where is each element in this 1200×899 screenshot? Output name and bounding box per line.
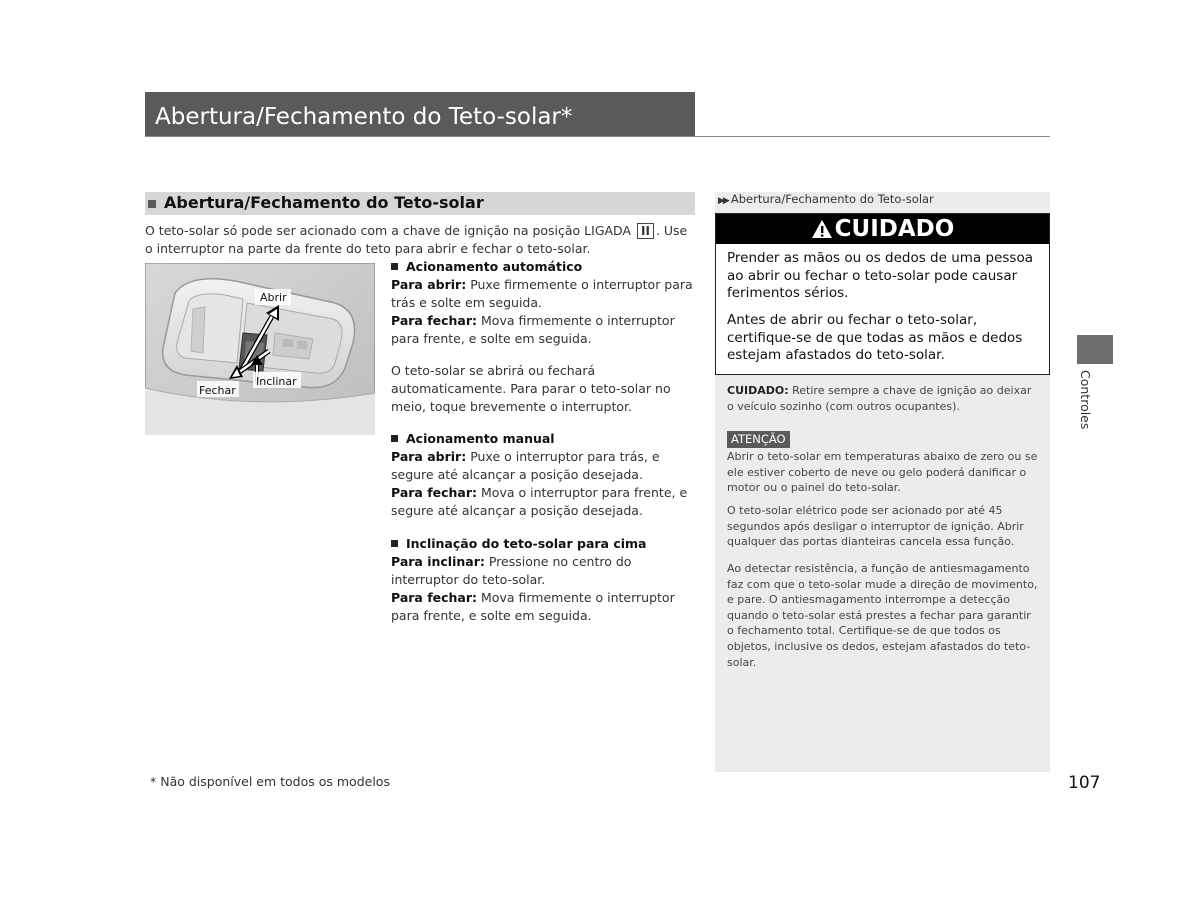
tilt-label: Para inclinar: xyxy=(391,554,485,569)
chapter-tab-label: Controles xyxy=(1078,370,1093,430)
cuidado-label: CUIDADO: xyxy=(727,384,789,397)
auto-block xyxy=(391,258,696,348)
auto-open-label: Para abrir: xyxy=(391,277,467,292)
warning-triangle-icon xyxy=(811,219,833,239)
caution-paragraph-2: Antes de abrir ou fechar o teto-solar, certifique-se de que todas as mãos e dedos estejam afastados do teto-solar. xyxy=(727,312,1023,363)
manual-heading-text: Acionamento manual xyxy=(406,431,555,446)
double-arrow-icon: ▶▶ xyxy=(718,196,728,206)
manual-open xyxy=(391,448,696,484)
manual-heading xyxy=(391,430,696,448)
label-open: Abrir xyxy=(260,291,287,304)
tilt-block xyxy=(391,535,696,625)
auto-note: O teto-solar se abrirá ou fechará automaticamente. Para parar o teto-solar no meio, toque brevemente o interruptor. xyxy=(391,363,671,414)
caution-title xyxy=(716,214,1049,244)
manual-close-label: Para fechar: xyxy=(391,485,478,500)
sidebar-heading-text: Abertura/Fechamento do Teto-solar xyxy=(730,192,934,206)
manual-block xyxy=(391,430,696,520)
auto-heading-text: Acionamento automático xyxy=(406,259,583,274)
atencao-paragraph-2: O teto-solar elétrico pode ser acionado por até 45 segundos após desligar o interruptor de ignição. Abrir qualquer das portas dianteiras cancela essa função. xyxy=(727,504,1024,549)
page-number: 107 xyxy=(1068,773,1101,793)
tilt-close xyxy=(391,589,696,625)
manual-close xyxy=(391,484,696,520)
tilt-text: Pressione no centro do interruptor do teto-solar. xyxy=(391,554,632,587)
tilt-up xyxy=(391,553,696,589)
intro-text-end: . Use o interruptor na parte da frente do teto para abrir e fechar o teto-solar. xyxy=(145,223,688,256)
section-title: Abertura/Fechamento do Teto-solar xyxy=(164,193,484,212)
manual-open-text: Puxe o interruptor para trás, e segure até alcançar a posição desejada. xyxy=(391,449,660,482)
auto-close-label: Para fechar: xyxy=(391,313,478,328)
sunroof-switch-illustration xyxy=(145,263,375,435)
tilt-heading xyxy=(391,535,696,553)
caution-paragraph-1: Prender as mãos ou os dedos de uma pessoa ao abrir ou fechar o teto-solar pode causar ferimentos sérios. xyxy=(727,250,1033,301)
title-rule xyxy=(145,136,1050,137)
footnote: * Não disponível em todos os modelos xyxy=(150,774,390,789)
label-tilt: Inclinar xyxy=(256,375,297,388)
tilt-close-text: Mova firmemente o interruptor para frente, e solte em seguida. xyxy=(391,590,675,623)
section-square-icon xyxy=(148,200,156,208)
cuidado-text: Retire sempre a chave de ignição ao deixar o veículo sozinho (com outros ocupantes). xyxy=(727,384,1032,413)
atencao-badge: ATENÇÃO xyxy=(727,431,790,448)
auto-close xyxy=(391,312,696,348)
auto-open-text: Puxe firmemente o interruptor para trás e solte em seguida. xyxy=(391,277,693,310)
caution-title-text: CUIDADO xyxy=(834,216,955,242)
bullet-square-icon xyxy=(391,540,398,547)
sidebar-heading xyxy=(718,192,934,206)
auto-close-text: Mova firmemente o interruptor para frente, e solte em seguida. xyxy=(391,313,675,346)
manual-open-label: Para abrir: xyxy=(391,449,467,464)
auto-heading xyxy=(391,258,696,276)
roof-console-drawing xyxy=(145,263,375,435)
cuidado-note xyxy=(727,383,1037,414)
label-close: Fechar xyxy=(199,384,236,397)
intro-paragraph xyxy=(145,222,693,258)
bullet-square-icon xyxy=(391,263,398,270)
atencao-paragraph-1: Abrir o teto-solar em temperaturas abaixo de zero ou se ele estiver coberto de neve ou gelo poderá danificar o motor ou o painel do teto-solar. xyxy=(727,450,1038,495)
tilt-close-label: Para fechar: xyxy=(391,590,478,605)
ignition-key-position: II xyxy=(637,223,654,239)
manual-close-text: Mova o interruptor para frente, e segure até alcançar a posição desejada. xyxy=(391,485,688,518)
tilt-heading-text: Inclinação do teto-solar para cima xyxy=(406,536,647,551)
bullet-square-icon xyxy=(391,435,398,442)
intro-text-start: O teto-solar só pode ser acionado com a chave de ignição na posição LIGADA xyxy=(145,223,635,238)
atencao-paragraph-3: Ao detectar resistência, a função de antiesmagamento faz com que o teto-solar mude a direção de movimento, e pare. O antiesmagamento interrompe a detecção quando o teto-solar está prestes a fechar para garantir o fechamento total. Certifique-se de que todos os objetos, inclusive os dedos, estejam afastados do teto-solar. xyxy=(727,562,1038,669)
chapter-tab xyxy=(1077,335,1113,364)
auto-open xyxy=(391,276,696,312)
page-title: Abertura/Fechamento do Teto-solar* xyxy=(155,104,573,130)
